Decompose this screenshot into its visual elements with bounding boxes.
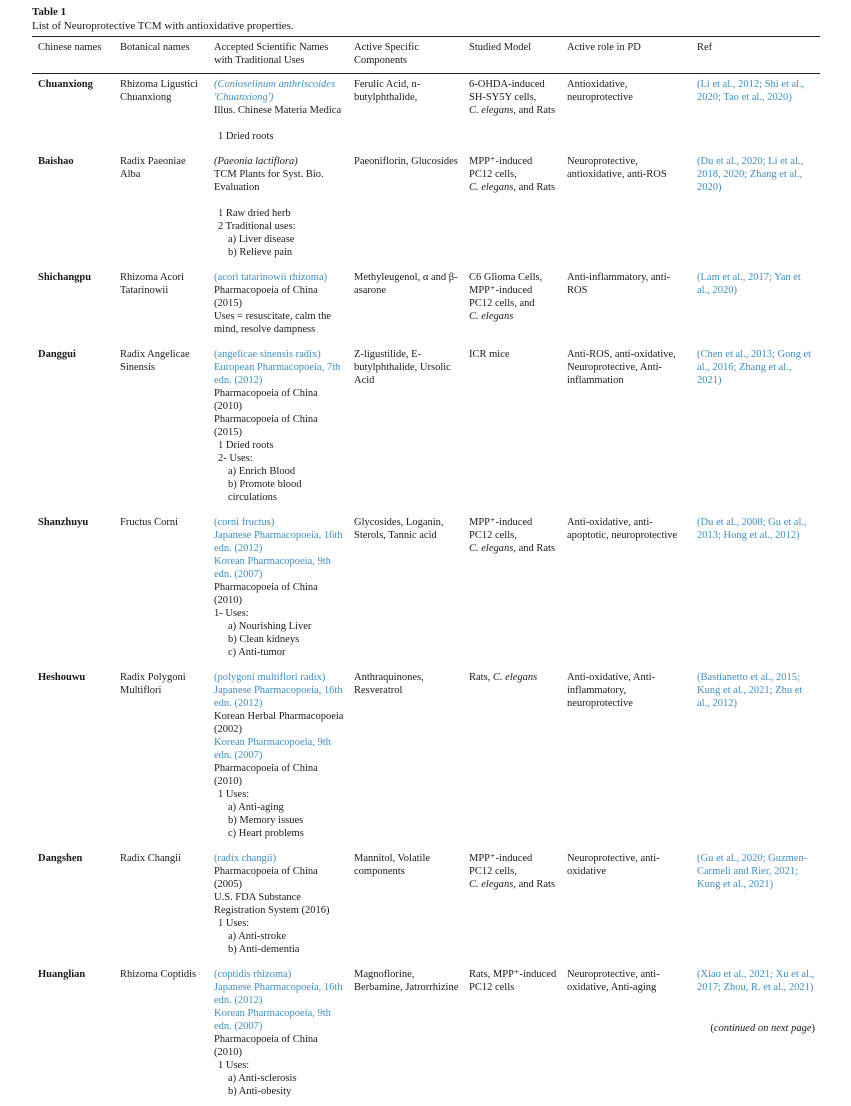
table-row	[32, 667, 820, 848]
cell-studied-model	[463, 667, 561, 848]
table-header-row	[32, 37, 820, 74]
cell-role-in-pd: Neuroprotective, antioxidative, anti-ROS	[561, 151, 691, 267]
model-line: MPP⁺-induced PC12 cells,	[469, 852, 557, 878]
scientific-line: b) Anti-obesity	[214, 1085, 344, 1098]
header-active-components: Active Specific Components	[348, 37, 463, 74]
scientific-line: 1 Uses:	[214, 1059, 344, 1072]
scientific-line: 1 Raw dried herb	[214, 207, 344, 220]
scientific-line: Pharmacopoeia of China (2015)	[214, 284, 344, 310]
cell-botanical-name: Rhizoma Coptidis	[114, 964, 208, 1106]
cell-role-in-pd: Anti-oxidative, anti-apoptotic, neuroprotective	[561, 512, 691, 667]
scientific-line[interactable]: (coptidis rhizoma)	[214, 968, 344, 981]
cell-active-components: Paeoniflorin, Glucosides	[348, 151, 463, 267]
scientific-line[interactable]: Korean Pharmacopoeia, 9th edn. (2007)	[214, 1007, 344, 1033]
scientific-line: Pharmacopoeia of China (2005)	[214, 865, 344, 891]
cell-chinese-name: Danggui	[32, 344, 114, 512]
scientific-line[interactable]: (corni fructus)	[214, 516, 344, 529]
header-scientific-names: Accepted Scientific Names with Traditional Uses	[208, 37, 348, 74]
cell-ref[interactable]: (Du et al., 2008; Gu et al., 2013; Hong et al., 2012)	[691, 512, 820, 667]
cell-role-in-pd: Anti-inflammatory, anti-ROS	[561, 267, 691, 344]
table-row	[32, 151, 820, 267]
cell-chinese-name: Shichangpu	[32, 267, 114, 344]
scientific-line: Pharmacopoeia of China (2010)	[214, 762, 344, 788]
cell-chinese-name: Shanzhuyu	[32, 512, 114, 667]
cell-chinese-name: Huanglian	[32, 964, 114, 1106]
table-row	[32, 267, 820, 344]
table-row	[32, 74, 820, 152]
model-line: Rats, MPP⁺-induced PC12 cells	[469, 968, 557, 994]
cell-studied-model	[463, 151, 561, 267]
scientific-line: (Paeonia lactiflora)	[214, 155, 344, 168]
model-line: C. elegans, and Rats	[469, 181, 557, 194]
tcm-table	[32, 36, 820, 1106]
header-ref: Ref	[691, 37, 820, 74]
scientific-line: b) Clean kidneys	[214, 633, 344, 646]
cell-active-components: Magnoflorine, Berbamine, Jatrorrhizine	[348, 964, 463, 1106]
scientific-line: b) Relieve pain	[214, 246, 344, 259]
cell-chinese-name: Dangshen	[32, 848, 114, 964]
table-label: Table 1	[32, 6, 820, 19]
scientific-line: a) Enrich Blood	[214, 465, 344, 478]
scientific-line: Pharmacopoeia of China (2015)	[214, 413, 344, 439]
continued-note: (continued on next page)	[710, 1022, 815, 1035]
scientific-line[interactable]: (Conioselinum anthriscoides 'Chuanxiong')	[214, 78, 344, 104]
scientific-line: 2 Traditional uses:	[214, 220, 344, 233]
scientific-line: a) Anti-sclerosis	[214, 1072, 344, 1085]
scientific-line[interactable]: (polygoni multiflori radix)	[214, 671, 344, 684]
scientific-line: U.S. FDA Substance Registration System (2016)	[214, 891, 344, 917]
scientific-line[interactable]: (radix changii)	[214, 852, 344, 865]
cell-chinese-name: Chuanxiong	[32, 74, 114, 152]
model-line: C6 Glioma Cells, MPP⁺-induced PC12 cells, and	[469, 271, 557, 310]
cell-ref[interactable]: (Xiao et al., 2021; Xu et al., 2017; Zhou, R. et al., 2021)	[691, 964, 820, 1106]
cell-role-in-pd: Anti-oxidative, Anti-inflammatory, neuroprotective	[561, 667, 691, 848]
scientific-line: Uses = resuscitate, calm the mind, resolve dampness	[214, 310, 344, 336]
model-line: C. elegans	[469, 310, 557, 323]
cell-role-in-pd: Neuroprotective, anti-oxidative	[561, 848, 691, 964]
scientific-line: a) Liver disease	[214, 233, 344, 246]
cell-active-components: Methyleugenol, α and β-asarone	[348, 267, 463, 344]
scientific-line[interactable]: Japanese Pharmacopoeia, 16th edn. (2012)	[214, 981, 344, 1007]
cell-botanical-name: Radix Paeoniae Alba	[114, 151, 208, 267]
cell-ref[interactable]: (Lam et al., 2017; Yan et al., 2020)	[691, 267, 820, 344]
scientific-line: a) Anti-aging	[214, 801, 344, 814]
scientific-line: Illus. Chinese Materia Medica	[214, 104, 344, 117]
model-line: C. elegans, and Rats	[469, 104, 557, 117]
table-row	[32, 848, 820, 964]
cell-chinese-name: Baishao	[32, 151, 114, 267]
model-line: MPP⁺-induced PC12 cells,	[469, 516, 557, 542]
cell-studied-model	[463, 267, 561, 344]
cell-botanical-name: Rhizoma Acori Tatarinowii	[114, 267, 208, 344]
cell-studied-model	[463, 512, 561, 667]
cell-botanical-name: Fructus Corni	[114, 512, 208, 667]
cell-studied-model	[463, 964, 561, 1106]
scientific-line: Pharmacopoeia of China (2010)	[214, 581, 344, 607]
cell-ref[interactable]: (Li et al., 2012; Shi et al., 2020; Tao et al., 2020)	[691, 74, 820, 152]
cell-active-components: Mannitol, Volatile components	[348, 848, 463, 964]
cell-botanical-name: Rhizoma Ligustici Chuanxiong	[114, 74, 208, 152]
scientific-line[interactable]: (acori tatarinowii rhizoma)	[214, 271, 344, 284]
header-studied-model: Studied Model	[463, 37, 561, 74]
header-botanical-names: Botanical names	[114, 37, 208, 74]
cell-studied-model	[463, 344, 561, 512]
table-body	[32, 74, 820, 1106]
model-line: C. elegans, and Rats	[469, 542, 557, 555]
table-caption: List of Neuroprotective TCM with antioxidative properties.	[32, 19, 820, 33]
cell-botanical-name: Radix Polygoni Multiflori	[114, 667, 208, 848]
cell-scientific-uses	[208, 964, 348, 1106]
scientific-line: c) Anti-tumor	[214, 646, 344, 659]
scientific-line[interactable]: Japanese Pharmacopoeia, 16th edn. (2012)	[214, 684, 344, 710]
scientific-line: b) Promote blood circulations	[214, 478, 344, 504]
model-line: C. elegans, and Rats	[469, 878, 557, 891]
cell-scientific-uses	[208, 848, 348, 964]
cell-role-in-pd: Neuroprotective, anti-oxidative, Anti-aging	[561, 964, 691, 1106]
cell-role-in-pd: Antioxidative, neuroprotective	[561, 74, 691, 152]
table-row	[32, 512, 820, 667]
scientific-line[interactable]: (angelicae sinensis radix)	[214, 348, 344, 361]
model-line: 6-OHDA-induced SH-SY5Y cells,	[469, 78, 557, 104]
cell-role-in-pd: Anti-ROS, anti-oxidative, Neuroprotective, Anti-inflammation	[561, 344, 691, 512]
scientific-line[interactable]: Japanese Pharmacopoeia, 16th edn. (2012)	[214, 529, 344, 555]
cell-ref[interactable]: (Gu et al., 2020; Guzmen-Carmeli and Rier, 2021; Kung et al., 2021)	[691, 848, 820, 964]
cell-botanical-name: Radix Angelicae Sinensis	[114, 344, 208, 512]
model-line: ICR mice	[469, 348, 557, 361]
cell-botanical-name: Radix Changii	[114, 848, 208, 964]
scientific-line[interactable]: European Pharmacopoeia, 7th edn. (2012)	[214, 361, 344, 387]
scientific-line	[214, 194, 344, 207]
cell-studied-model	[463, 74, 561, 152]
header-role-in-pd: Active role in PD	[561, 37, 691, 74]
table-row	[32, 964, 820, 1106]
scientific-line: b) Anti-dementia	[214, 943, 344, 956]
model-line: MPP⁺-induced PC12 cells,	[469, 155, 557, 181]
cell-ref[interactable]: (Du et al., 2020; Li et al., 2018, 2020; Zhang et al., 2020)	[691, 151, 820, 267]
scientific-line	[214, 117, 344, 130]
cell-active-components: Ferulic Acid, n-butylphthalide,	[348, 74, 463, 152]
scientific-line[interactable]: Korean Pharmacopoeia, 9th edn. (2007)	[214, 736, 344, 762]
cell-scientific-uses	[208, 344, 348, 512]
scientific-line: Korean Herbal Pharmacopoeia (2002)	[214, 710, 344, 736]
table-row	[32, 344, 820, 512]
scientific-line: 1 Uses:	[214, 788, 344, 801]
scientific-line: Pharmacopoeia of China (2010)	[214, 387, 344, 413]
cell-scientific-uses	[208, 74, 348, 152]
cell-studied-model	[463, 848, 561, 964]
scientific-line: 1 Uses:	[214, 917, 344, 930]
header-chinese-names: Chinese names	[32, 37, 114, 74]
cell-chinese-name: Heshouwu	[32, 667, 114, 848]
scientific-line: a) Nourishing Liver	[214, 620, 344, 633]
scientific-line: a) Anti-stroke	[214, 930, 344, 943]
model-line: Rats, C. elegans	[469, 671, 557, 684]
scientific-line: Pharmacopoeia of China (2010)	[214, 1033, 344, 1059]
scientific-line[interactable]: Korean Pharmacopoeia, 9th edn. (2007)	[214, 555, 344, 581]
cell-active-components: Z-ligustilide, E-butylphthalide, Ursolic Acid	[348, 344, 463, 512]
cell-scientific-uses	[208, 267, 348, 344]
cell-scientific-uses	[208, 151, 348, 267]
scientific-line: b) Memory issues	[214, 814, 344, 827]
cell-scientific-uses	[208, 512, 348, 667]
cell-scientific-uses	[208, 667, 348, 848]
scientific-line: TCM Plants for Syst. Bio. Evaluation	[214, 168, 344, 194]
cell-ref[interactable]: (Bastianetto et al., 2015; Kung et al., 2021; Zhu et al., 2012)	[691, 667, 820, 848]
scientific-line: 1 Dried roots	[214, 130, 344, 143]
cell-active-components: Glycosides, Loganin, Sterols, Tannic acid	[348, 512, 463, 667]
table-page	[32, 6, 820, 1106]
scientific-line: c) Heart problems	[214, 827, 344, 840]
cell-active-components: Anthraquinones, Resveratrol	[348, 667, 463, 848]
cell-ref[interactable]: (Chen et al., 2013; Gong et al., 2016; Zhang et al., 2021)	[691, 344, 820, 512]
scientific-line: 1- Uses:	[214, 607, 344, 620]
scientific-line: 1 Dried roots	[214, 439, 344, 452]
scientific-line: 2- Uses:	[214, 452, 344, 465]
